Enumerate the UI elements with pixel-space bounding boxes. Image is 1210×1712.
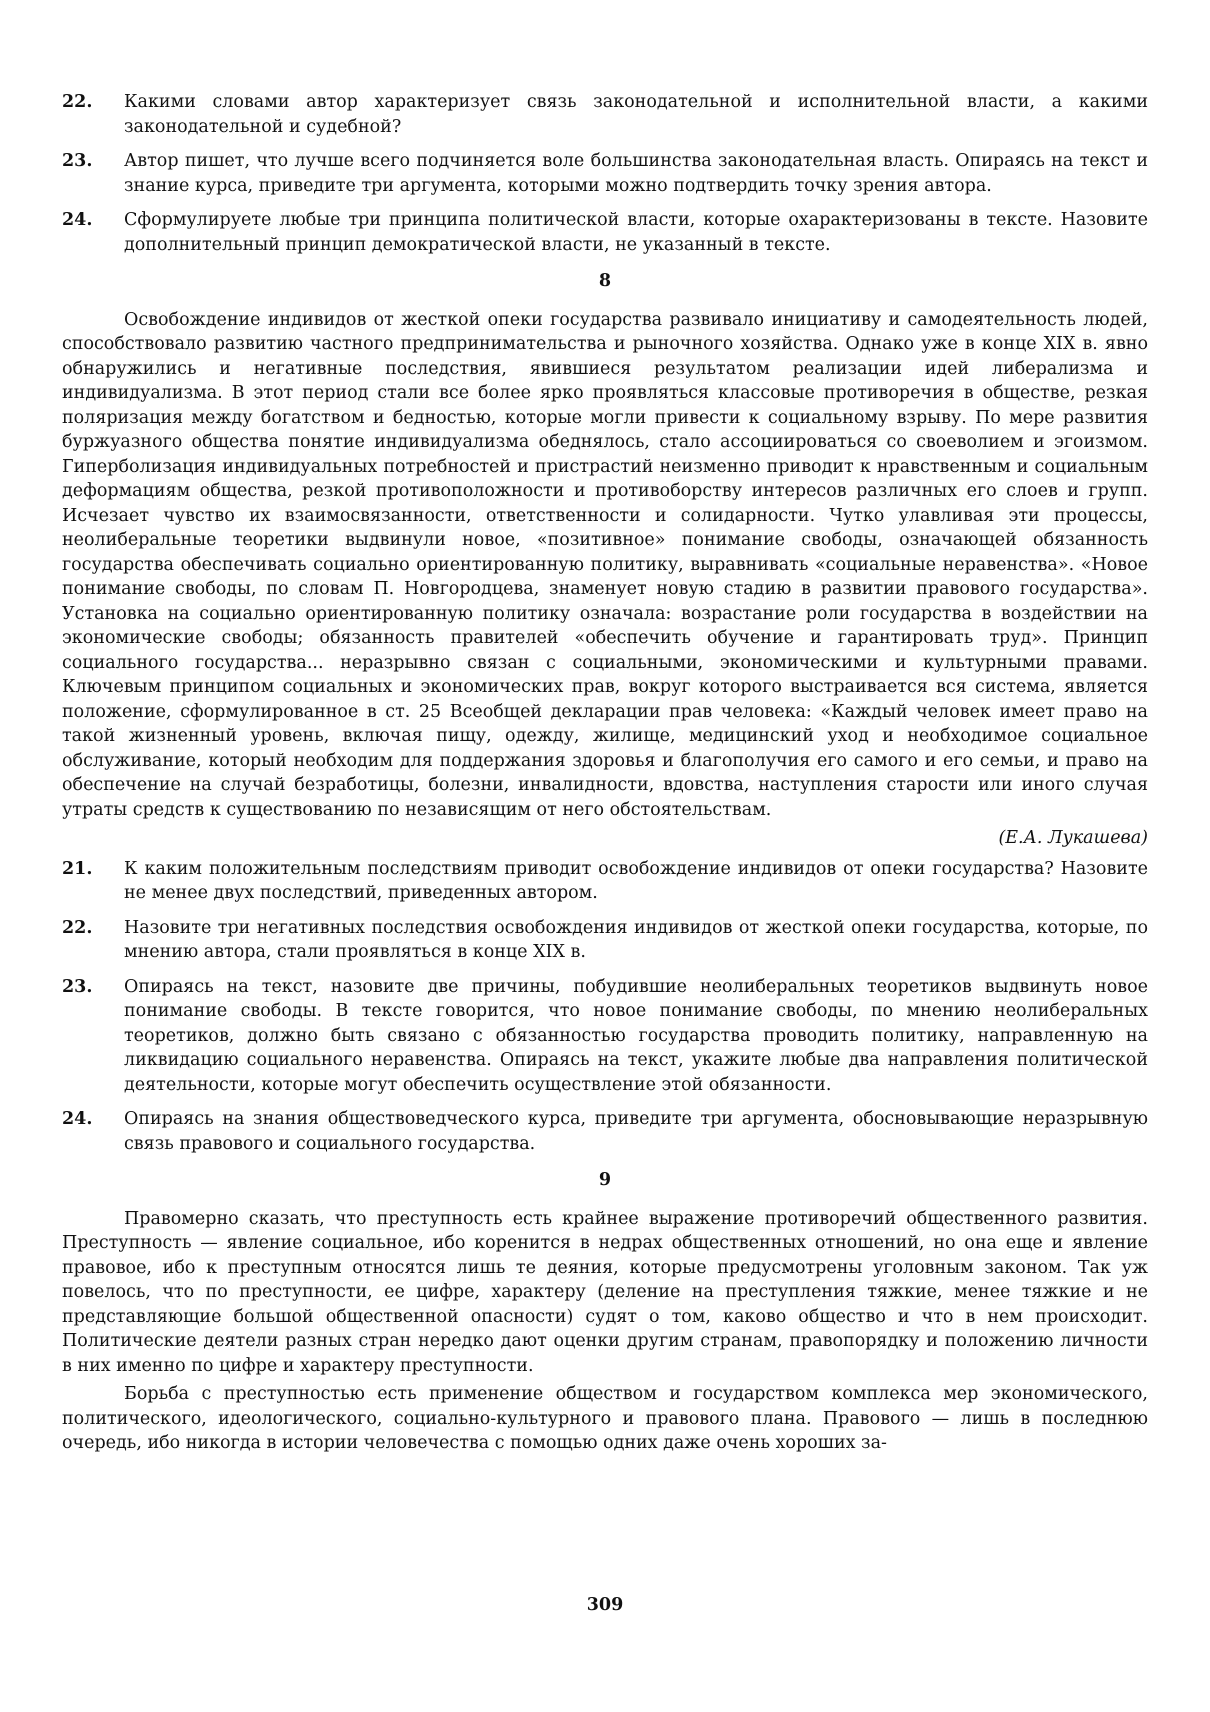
question-item bbox=[62, 208, 1148, 257]
section-9-paragraph: Правомерно сказать, что преступность есть крайнее выражение противоречий общественного развития. Преступность — явление социальное, ибо коренится в недрах общественных отношений, но она еще и явление правовое, ибо к преступным относятся лишь те деяния, которые предусмотрены уголовным законом. Так уж повелось, что по преступности, ее цифре, характеру (деление на преступления тяжкие, менее тяжкие и не представляющие большой общественной опасности) судят о том, каково общество и что в нем происходит. Политические деятели разных стран нередко дают оценки другим странам, правопорядку и положению личности в них именно по цифре и характеру преступности. bbox=[62, 1208, 1148, 1376]
question-text: Сформулируете любые три принципа политической власти, которые охарактеризованы в тексте. Назовите дополнительный принцип демократической власти, не указанный в тексте. bbox=[124, 210, 1148, 255]
question-number: 24. bbox=[62, 210, 93, 230]
question-number: 22. bbox=[62, 92, 93, 112]
question-item bbox=[62, 1107, 1148, 1156]
question-item bbox=[62, 975, 1148, 1098]
question-item bbox=[62, 857, 1148, 906]
question-number: 23. bbox=[62, 151, 93, 171]
question-text: Какими словами автор характеризует связь законодательной и исполнительной власти, а какими законодательной и судебной? bbox=[124, 92, 1148, 137]
question-item bbox=[62, 916, 1148, 965]
question-item bbox=[62, 149, 1148, 198]
section-9-paragraph: Борьба с преступностью есть применение обществом и государством комплекса мер экономического, политического, идеологического, социально-культурного и правового плана. Правового — лишь в последнюю очередь, ибо никогда в истории человечества с помощью одних даже очень хороших за- bbox=[62, 1384, 1148, 1453]
author-attribution: (Е.А. Лукашева) bbox=[998, 828, 1148, 848]
section-number-8: 8 bbox=[598, 271, 612, 291]
question-text: К каким положительным последствиям приводит освобождение индивидов от опеки государства? Назовите не менее двух последствий, приведенных автором. bbox=[124, 858, 1148, 903]
question-text: Опираясь на текст, назовите две причины, побудившие неолиберальных теоретиков выдвинуть новое понимание свободы. В тексте говорится, что новое понимание свободы, по мнению неолиберальных теоретиков, должно быть связано с обязанностью государства проводить политику, направленную на ликвидацию социального неравенства. Опираясь на текст, укажите любые два направления политической деятельности, которые могут обеспечить осуществление этой обязанности. bbox=[124, 976, 1148, 1095]
question-item bbox=[62, 90, 1148, 139]
question-number: 24. bbox=[62, 1109, 93, 1129]
question-text: Опираясь на знания обществоведческого курса, приведите три аргумента, обосновывающие неразрывную связь правового и социального государства. bbox=[124, 1109, 1148, 1154]
section-8-paragraph: Освобождение индивидов от жесткой опеки государства развивало инициативу и самодеятельность людей, способствовало развитию частного предпринимательства и рыночного хозяйства. Однако уже в конце XIX в. явно обнаружились и негативные последствия, явившиеся результатом реализации идей либерализма и индивидуализма. В этот период стали все более ярко проявляться классовые противоречия в обществе, резкая поляризация между богатством и бедностью, которые могли привести к социальному взрыву. По мере развития буржуазного общества понятие индивидуализма обеднялось, стало ассоциироваться со своеволием и эгоизмом. Гиперболизация индивидуальных потребностей и пристрастий неизменно приводит к нравственным и социальным деформациям общества, резкой противоположности и противоборству интересов различных его слоев и групп. Исчезает чувство их взаимосвязанности, ответственности и солидарности. Чутко улавливая эти процессы, неолиберальные теоретики выдвинули новое, «позитивное» понимание свободы, означающей обязанность государства обеспечивать социально ориентированную политику, выравнивать «социальные неравенства». «Новое понимание свободы, по словам П. Новгородцева, знаменует новую стадию в развитии правового государства». Установка на социально ориентированную политику означала: возрастание роли государства в воздействии на экономические свободы; обязанность правителей «обеспечить обучение и гарантировать труд». Принцип социального государства... неразрывно связан с социальными, экономическими и культурными правами. Ключевым принципом социальных и экономических прав, вокруг которого выстраивается вся система, является положение, сформулированное в ст. 25 Всеобщей декларации прав человека: «Каждый человек имеет право на такой жизненный уровень, включая пищу, одежду, жилище, медицинский уход и необходимое социальное обслуживание, который необходим для поддержания здоровья и благополучия его самого и его семьи, и право на обеспечение на случай безработицы, болезни, инвалидности, вдовства, наступления старости или иного случая утраты средств к существованию по независящим от него обстоятельствам. bbox=[62, 309, 1148, 820]
questions-top bbox=[62, 90, 1148, 257]
section-number-9: 9 bbox=[598, 1170, 612, 1190]
question-text: Автор пишет, что лучше всего подчиняется воле большинства законодательная власть. Опираясь на текст и знание курса, приведите три аргумента, которыми можно подтвердить точку зрения автора. bbox=[124, 151, 1148, 196]
page-number: 309 bbox=[586, 1595, 624, 1615]
question-number: 22. bbox=[62, 917, 93, 938]
question-number: 21. bbox=[62, 858, 93, 879]
question-number: 23. bbox=[62, 976, 93, 997]
question-text: Назовите три негативных последствия освобождения индивидов от жесткой опеки государства, которые, по мнению автора, стали проявляться в конце XIX в. bbox=[124, 917, 1148, 962]
questions-section-8 bbox=[62, 857, 1148, 1157]
